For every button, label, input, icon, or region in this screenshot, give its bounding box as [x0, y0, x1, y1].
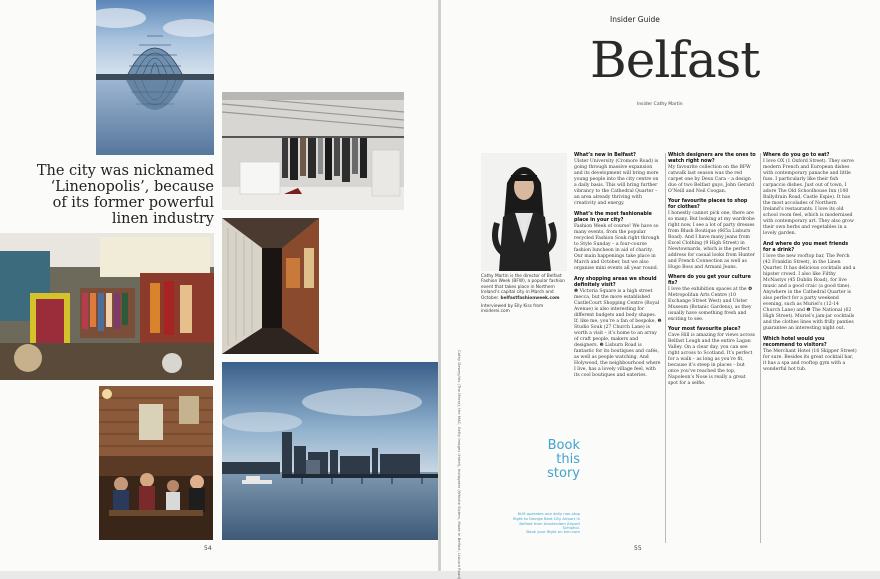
column-rule-2: [760, 153, 761, 543]
section-kicker: Insider Guide: [610, 15, 660, 24]
book-line-3: story: [547, 466, 580, 481]
caption-link[interactable]: belfastfashionweek.com: [500, 295, 560, 301]
article-column-3: [763, 153, 857, 378]
question: Where do you go to eat?: [763, 153, 830, 158]
question: What’s the most fashionable place in your city?: [574, 212, 652, 223]
answer: Cave Hill is amazing for views across Belfast Lough and the entire Lagan Valley. On a clear day, you can see right across to Scotland. It’s perfect for a walk – as long as you’re fit, because it’s steep in places – but once you’ve reached the top, Napoleon’s Nose is really a great spot for a selfie.: [668, 333, 755, 386]
left-page: [0, 0, 440, 571]
photo-credits: [452, 350, 464, 579]
article-column-2: [668, 153, 756, 391]
book-line-2: this: [556, 452, 580, 467]
question: Which designers are the ones to watch right now?: [668, 153, 756, 164]
photo-city-skyline: [222, 362, 438, 540]
photo-vintage-shop: [0, 233, 214, 380]
book-this-story: [514, 439, 580, 481]
question: Any shopping areas we should definitely visit?: [574, 277, 657, 288]
photo-gallery-corridor: [222, 218, 319, 354]
pull-quote: The city was nicknamed ‘Linenopolis’, because of its former powerful linen industry: [36, 163, 214, 227]
question: Where do you get your culture fix?: [668, 275, 751, 286]
photo-portrait-cathy-martin: [481, 153, 567, 271]
photo-boutique-interior: [222, 92, 404, 210]
answer: I love the new rooftop bar, The Perch (42 Franklin Street), in the Linen Quarter. It has delicious cocktails and a hipster crowd. I also like Filthy McNastys (45 Dublin Road), for live music and a good craic (a good time). Anywhere in the Cathedral Quarter is also perfect for a party weekend evening, such as Muriel’s (12-14 Church Lane) and ❺ The National (62 High Street). Muriel’s jam-jar cocktails and the clothes lines with frilly panties guarantee an interesting night out.: [763, 254, 856, 331]
answer: My favourite collection on the BFW catwalk last season was the red carpet one by Deux Cara – a design duo of two Belfast guys, John Gerard O’Neill and Neil Coogan.: [668, 165, 754, 194]
question: Your favourite places to shop for clothes?: [668, 199, 748, 210]
question: Your most favourite place?: [668, 327, 741, 332]
question: And where do you meet friends for a drink?: [763, 242, 849, 253]
answer: I honestly cannot pick one, there are so many. But looking at my wardrobe right now, I see a lot of party dresses from Blush Boutique (665a Lisburn Road). And I have many jeans from Excel Clothing (9 High Street) in Newtownards, which is the perfect address for casual looks from Hunter and French Connection as well as Hugo Boss and Armani Jeans.: [668, 211, 755, 270]
answer: I love the exhibition spaces at the ❹ Metropolitan Arts Centre (10 Exchange Street West) and Ulster Museum (Botanic Gardens), as they usually have something fresh and exciting to see.: [668, 287, 753, 322]
question: Which hotel would you recommend to visitors?: [763, 337, 827, 348]
photo-glass-dome: [96, 0, 214, 155]
book-flight-link[interactable]: Book your flight on klm.com: [526, 529, 580, 534]
page-title: Belfast: [590, 31, 760, 89]
photo-cafe: [99, 386, 213, 540]
interview-credit: Interviewed by Elly Kiss from: [481, 304, 544, 310]
answer: I love OX (1 Oxford Street). They serve modern French and European dishes with contemporary panache and little fuss. I particularly like their fish carpaccio dishes. Just out of town, I adore The Old Schoolhouse Inn (100 Ballydrain Road, Castle Espie). It has the most accolades of Northern Ireland’s restaurants. I love its old school room feel, which is modernised with contemporary art. They also grow their own herbs and vegetables in a lovely garden.: [763, 159, 854, 236]
answer: ❶ Victoria Square is a high street mecca, but the more established CastleCourt Shopping Centre (Royal Avenue) is also interesting for different budgets and body shapes. If, like me, you’re a fan of bespoke, ❷ Studio Souk (27 Church Lane) is worth a visit – it’s home to an array of craft people, makers and designers. ❸ Lisburn Road is fantastic for its boutiques and cafés, as well as people watching. And Holywood, the neighbourhood where I live, has a lovely village feel, with its cool boutiques and eateries.: [574, 289, 662, 378]
portrait-caption: [481, 274, 567, 318]
interview-link[interactable]: insiderei.com: [481, 309, 510, 315]
answer: The Merchant Hotel (16 Skipper Street) for sure. Besides its great cocktail bar, it has a spa and rooftop gym with a wonderful hot tub.: [763, 349, 857, 372]
byline: Insider Cathy Martin: [637, 102, 683, 107]
caption-text: Cathy Martin is the director of Belfast Fashion Week (BFW), a popular fashion event that takes place in Northern Ireland’s capital city in March and October.: [481, 274, 565, 301]
book-description: KLM operates one daily non-stop flight to George Best City Airport in Belfast from Amsterdam Airport Schiphol.: [513, 511, 580, 531]
article-column-1: [574, 153, 662, 384]
page-number-left: 54: [204, 545, 212, 552]
answer: Ulster University (Cromore Road) is going through massive expansion and its development will bring more young people into the city centre on a daily basis. This will bring further vibrancy to the Cathedral Quarter – an area already thriving with creativity and energy.: [574, 159, 659, 206]
book-line-1: Book: [547, 438, 580, 453]
answer: Fashion Week of course! We have so many events, from the popular recycled Fashion Souk right through to Style Sunday – a four-course fashion luncheon in aid of charity. Our main happenings take place in March and October, but we also organise mini events all year round.: [574, 224, 660, 271]
column-rule-1: [665, 153, 666, 543]
question: What’s new in Belfast?: [574, 153, 636, 158]
page-number-right: 55: [634, 545, 642, 552]
photo-credits-text: Cathy Dewey/Iris (The Mirror), the MAC, Getty Images (Hotel), Instagram (Whistle Sisters, Made in Belfast, Lisburn Road): [457, 350, 462, 579]
